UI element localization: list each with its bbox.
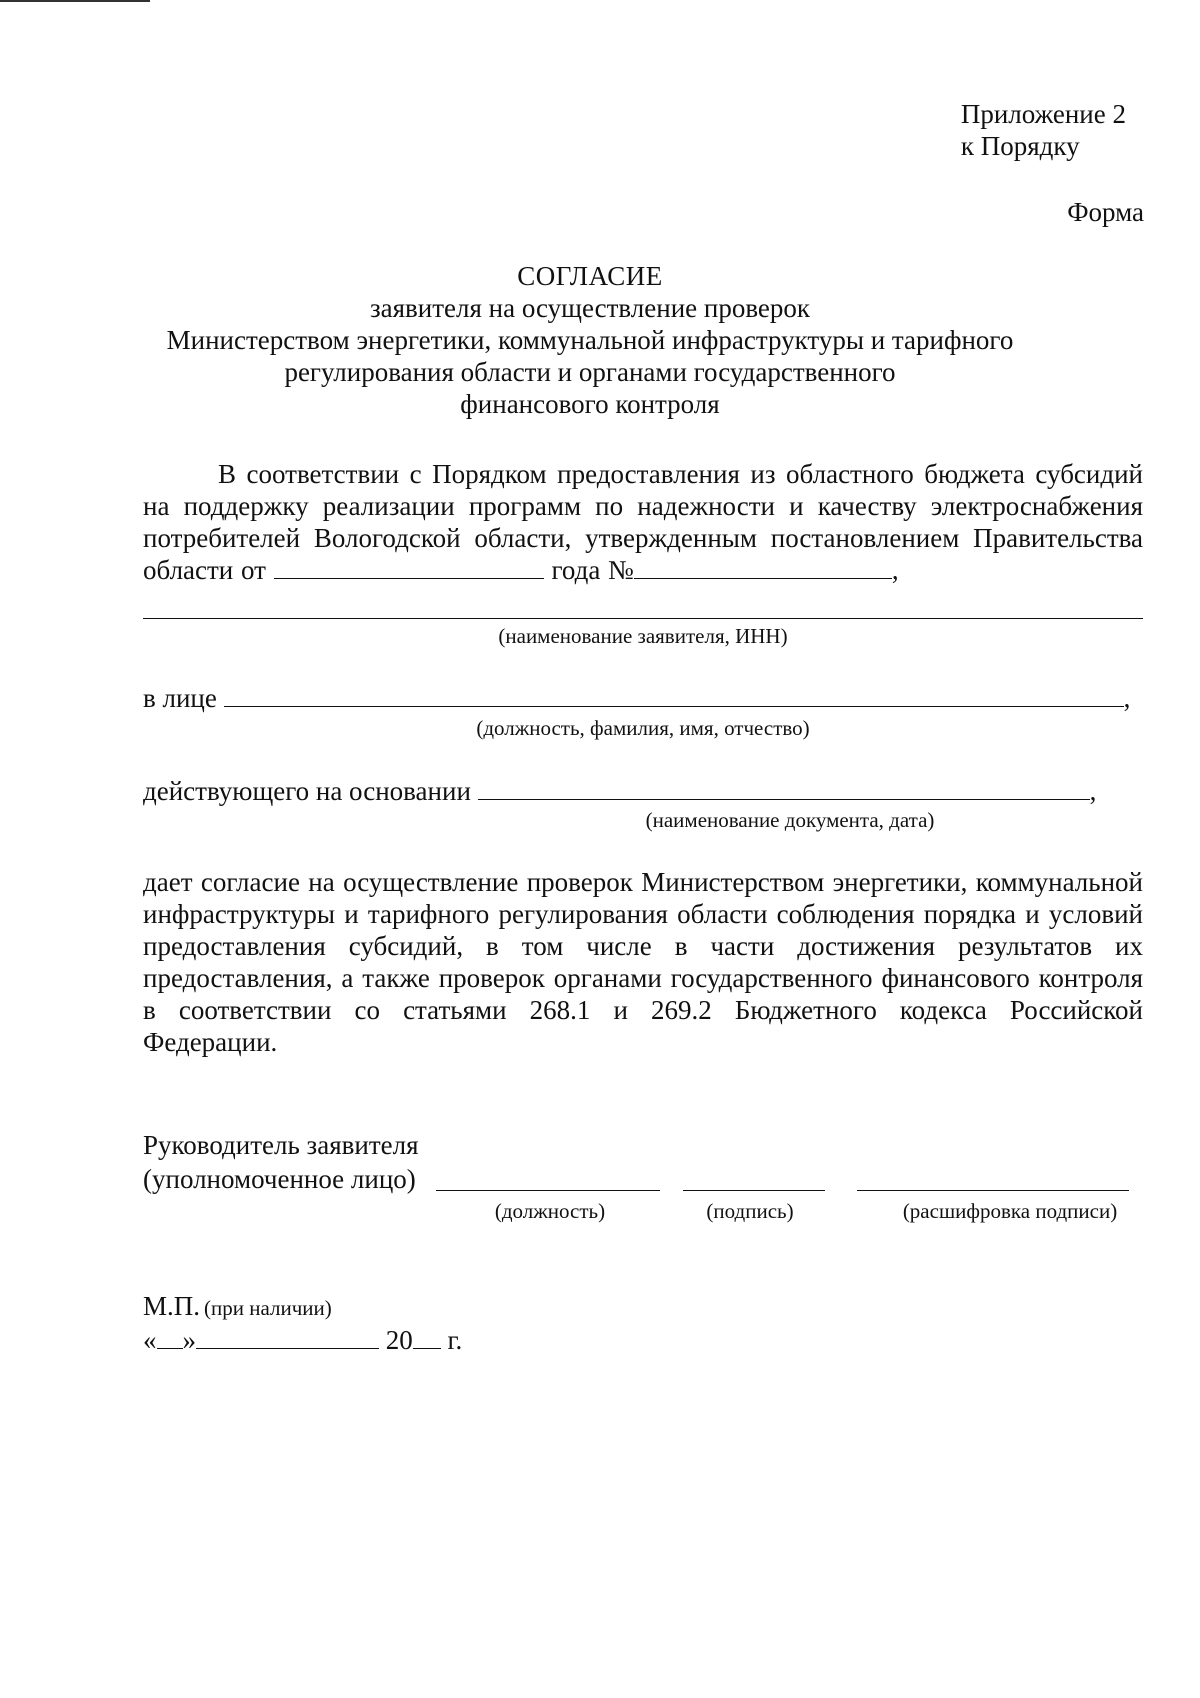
date-year-suffix: г. [447,1325,463,1355]
date-day-field[interactable] [157,1347,183,1349]
represented-by-caption: (должность, фамилия, имя, отчество) [476,716,810,740]
signature-position-caption: (должность) [494,1199,606,1223]
title-line-3: регулирования области и органами государственного [284,357,896,387]
scan-edge-line [0,0,150,2]
signature-decoding-field[interactable] [857,1190,1129,1191]
date-row [143,1324,1143,1356]
date-year-prefix: 20 [385,1325,413,1355]
acting-basis-caption: (наименование документа, дата) [645,808,935,832]
date-year-field[interactable] [413,1347,441,1349]
date-quote-close: » [182,1325,196,1355]
signature-decoding-caption: (расшифровка подписи) [902,1199,1118,1223]
form-label: Форма [1067,197,1144,227]
applicant-name-caption: (наименование заявителя, ИНН) [498,624,788,648]
acting-basis-field[interactable] [478,798,1090,800]
signature-title-line-1: Руководитель заявителя [143,1130,419,1160]
represented-by-comma: , [1123,683,1131,713]
resolution-number-field[interactable] [634,577,892,579]
date-quote-open: « [143,1325,157,1355]
stamp-row [143,1290,332,1322]
document-title: СОГЛАСИЕ [517,261,663,291]
year-number-label: года № [551,555,634,585]
acting-basis-row [143,775,1143,807]
signature-title-line-2: (уполномоченное лицо) [143,1164,416,1194]
represented-by-field[interactable] [224,705,1124,707]
appendix-line-1: Приложение 2 [960,99,1126,129]
appendix-header [961,98,1126,162]
consent-paragraph: дает согласие на осуществление проверок Министерством энергетики, коммунальной инфраструктуры и тарифного регулирования области соблюдения порядка и условий предоставления субсидий, в том числе в части достижения результатов их предоставления, а также проверок органами государственного финансового контроля в соответствии со статьями 268.1 и 269.2 Бюджетного кодекса Российской Федерации. [143,867,1143,1057]
resolution-date-field[interactable] [274,577,544,579]
represented-by-row [143,682,1143,714]
signature-field[interactable] [683,1190,825,1191]
title-line-1: заявителя на осуществление проверок [369,293,811,323]
title-line-2: Министерством энергетики, коммунальной инфраструктуры и тарифного [166,325,1014,355]
stamp-label: М.П. [143,1291,201,1321]
acting-basis-label: действующего на основании [143,776,471,806]
intro-paragraph [143,458,1143,586]
acting-basis-comma: , [1089,776,1097,806]
document-title-block [140,260,1040,420]
signature-position-field[interactable] [436,1190,660,1191]
intro-text: В соответствии с Порядком предоставления из областного бюджета субсидий на поддержку реализации программ по надежности и качеству электроснабжения потребителей Вологодской области, утвержденным постановлением Правительства области от [143,459,1143,585]
represented-by-label: в лице [143,683,217,713]
stamp-note: (при наличии) [204,1296,332,1320]
applicant-name-field[interactable] [143,618,1143,619]
title-line-4: финансового контроля [460,389,720,419]
date-month-field[interactable] [196,1347,379,1349]
appendix-line-2: к Порядку [960,131,1080,161]
intro-comma: , [891,555,899,585]
signature-caption: (подпись) [706,1199,794,1223]
